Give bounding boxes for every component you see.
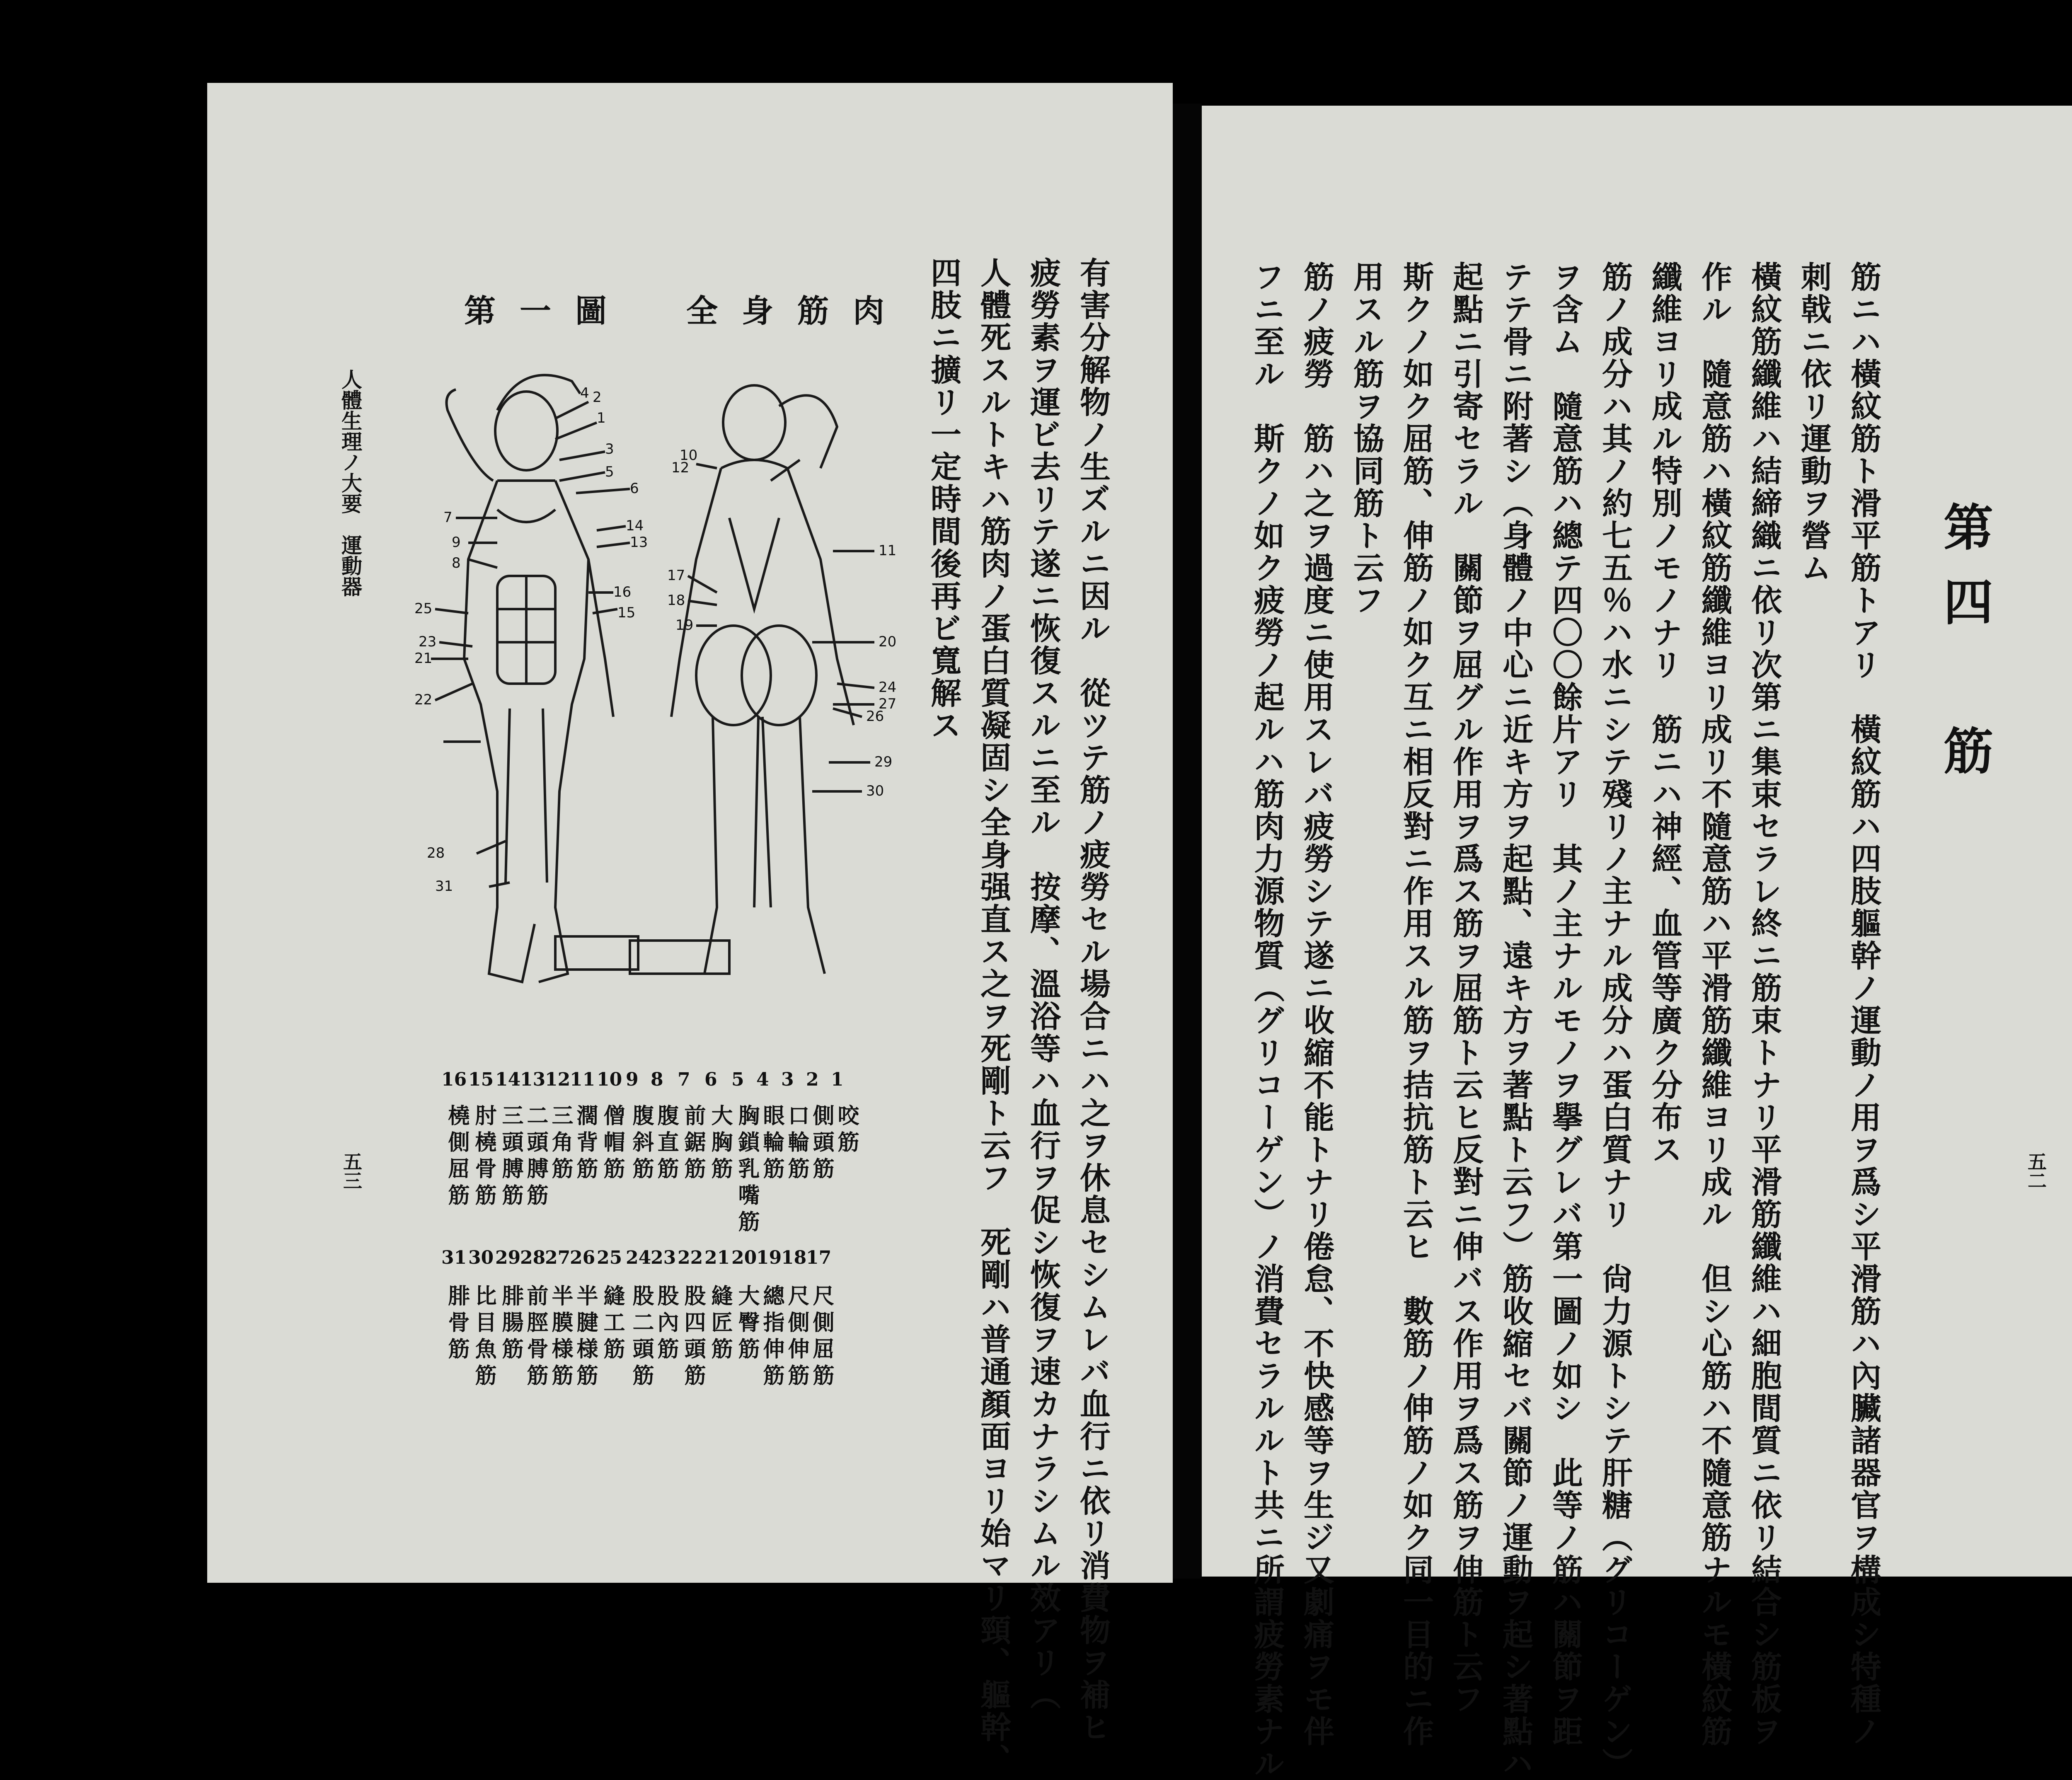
legend-muscle-name: 股內筋 [654, 1284, 679, 1364]
figure-callout: 6 [630, 480, 639, 497]
figure-callout: 30 [866, 783, 884, 799]
text-column: 纖維ヨリ成ル特別ノモノナリ 筋ニハ神經、血管等廣ク分布ス [1647, 261, 1682, 1166]
text-column: 四肢ニ擴リ一定時間後再ビ寬解ス [926, 257, 961, 742]
muscle-figure-illustration [373, 344, 945, 1015]
legend-muscle-name: 腹斜筋 [629, 1104, 654, 1184]
figure-callout: 21 [414, 650, 433, 667]
legend-muscle-name: 三角筋 [548, 1104, 573, 1184]
legend-muscle-name: 橈側屈筋 [444, 1104, 470, 1210]
legend-number: 13 [520, 1069, 546, 1090]
legend-number: 16 [441, 1069, 467, 1090]
legend-muscle-name: 股二頭筋 [629, 1284, 654, 1391]
book-gutter [1173, 104, 1202, 1579]
figure-callout: 29 [874, 754, 893, 770]
figure-callout: 26 [866, 708, 884, 725]
legend-number: 8 [651, 1069, 663, 1090]
legend-muscle-name: 側頭筋 [809, 1104, 834, 1184]
legend-number: 15 [468, 1069, 494, 1090]
legend-muscle-name: 縫匠筋 [707, 1284, 733, 1364]
text-column: 作ル 隨意筋ハ橫紋筋纖維ヨリ成リ不隨意筋ハ平滑筋纖維ヨリ成ル 但シ心筋ハ不隨意筋ナルモ橫紋筋 [1697, 261, 1732, 1748]
legend-muscle-name: 大胸筋 [707, 1104, 733, 1184]
legend-number: 9 [626, 1069, 639, 1090]
page-number-left: 五三 [340, 1152, 363, 1190]
legend-muscle-name: 二頭膊筋 [523, 1104, 548, 1210]
figure-callout: 12 [671, 460, 690, 476]
legend-number: 7 [678, 1069, 690, 1090]
legend-muscle-name: 尺側伸筋 [784, 1284, 809, 1391]
figure-callout: 24 [879, 679, 897, 696]
legend-number: 6 [704, 1069, 717, 1090]
legend-muscle-name: 股四頭筋 [680, 1284, 706, 1391]
legend-number: 20 [731, 1247, 757, 1268]
figure-callout: 14 [626, 518, 644, 534]
legend-muscle-name: 大臀筋 [734, 1284, 760, 1364]
figure-title: 第一圖 全身筋肉 [464, 293, 908, 329]
figure-callout: 23 [419, 634, 437, 650]
figure-callout: 28 [427, 845, 445, 861]
text-column: 起點ニ引寄セラル 關節ヲ屈グル作用ヲ爲ス筋ヲ屈筋ト云ヒ反對ニ伸バス作用ヲ爲ス筋ヲ伸筋ト云フ [1448, 261, 1484, 1715]
legend-muscle-name: 比目魚筋 [471, 1284, 496, 1391]
legend-number: 23 [651, 1247, 676, 1268]
legend-muscle-name: 三頭膊筋 [498, 1104, 523, 1210]
legend-muscle-name: 腹直筋 [654, 1104, 679, 1184]
text-column: ヲ含ム 隨意筋ハ總テ四〇〇餘片アリ 其ノ主ナルモノヲ擧グレバ第一圖ノ如シ 此等ノ筋ハ關節ヲ距 [1547, 261, 1583, 1748]
legend-number: 17 [806, 1247, 832, 1268]
figure-callout: 7 [443, 509, 453, 526]
text-column: 斯クノ如ク屈筋、伸筋ノ如ク互ニ相反對ニ作用スル筋ヲ拮抗筋ト云ヒ 數筋ノ伸筋ノ如ク同一目的ニ作 [1398, 261, 1434, 1748]
legend-muscle-name: 肘橈骨筋 [471, 1104, 496, 1210]
text-column: フニ至ル 斯クノ如ク疲勞ノ起ルハ筋肉力源物質（グリコーゲン）ノ消費セラルルト共ニ所謂疲勞素ナル [1249, 261, 1285, 1780]
legend-number: 18 [781, 1247, 807, 1268]
figure-callout: 4 [580, 385, 589, 401]
legend-number: 14 [495, 1069, 521, 1090]
text-column: 刺戟ニ依リ運動ヲ營ム [1796, 261, 1832, 584]
figure-callout: 8 [452, 555, 461, 571]
figure-callout: 5 [605, 464, 614, 480]
legend-number: 22 [678, 1247, 703, 1268]
legend-muscle-name: 尺側屈筋 [809, 1284, 834, 1391]
text-column: 有害分解物ノ生ズルニ因ル 從ツテ筋ノ疲勞セル場合ニハ之ヲ休息セシムレバ血行ニ依リ消費物ヲ補ヒ [1075, 257, 1111, 1744]
legend-number: 29 [495, 1247, 521, 1268]
legend-number: 3 [781, 1069, 794, 1090]
text-column: 筋ニハ橫紋筋ト滑平筋トアリ 橫紋筋ハ四肢軀幹ノ運動ノ用ヲ爲シ平滑筋ハ內臟諸器官ヲ構成シ特種ノ [1846, 261, 1881, 1748]
legend-muscle-name: 僧帽筋 [600, 1104, 625, 1184]
legend-muscle-name: 半膜様筋 [548, 1284, 573, 1391]
figure-callout: 1 [597, 410, 606, 426]
legend-number: 24 [626, 1247, 651, 1268]
legend-muscle-name: 縫工筋 [600, 1284, 625, 1364]
legend-muscle-name: 眼輪筋 [759, 1104, 784, 1184]
legend-muscle-name: 口輪筋 [784, 1104, 809, 1184]
legend-number: 30 [468, 1247, 494, 1268]
text-column: 筋ノ疲勞 筋ハ之ヲ過度ニ使用スレバ疲勞シテ遂ニ收縮不能トナリ倦怠、不快感等ヲ生ジ又劇痛ヲモ伴 [1299, 261, 1334, 1748]
text-column: 筋ノ成分ハ其ノ約七五％ハ水ニシテ殘リノ主ナル成分ハ蛋白質ナリ 尙力源トシテ肝糖（グリコーゲン） [1597, 261, 1633, 1780]
legend-number: 21 [704, 1247, 730, 1268]
legend-muscle-name: 咬筋 [834, 1104, 859, 1157]
figure-callout: 17 [667, 567, 685, 584]
legend-muscle-name: 腓骨筋 [444, 1284, 470, 1364]
legend-number: 5 [731, 1069, 744, 1090]
legend-muscle-name: 半腱様筋 [573, 1284, 598, 1391]
legend-number: 25 [597, 1247, 622, 1268]
legend-number: 1 [831, 1069, 844, 1090]
text-column: テテ骨ニ附著シ（身體ノ中心ニ近キ方ヲ起點、遠キ方ヲ著點ト云フ）筋收縮セバ關節ノ運動ヲ起シ著點ハ [1498, 261, 1533, 1780]
text-column: 橫紋筋纖維ハ結締織ニ依リ次第ニ集束セラレ終ニ筋束トナリ平滑筋纖維ハ細胞間質ニ依リ結合シ筋板ヲ [1746, 261, 1782, 1748]
figure-callout: 19 [675, 617, 694, 634]
legend-number: 10 [597, 1069, 622, 1090]
legend-muscle-name: 胸鎖乳嘴筋 [734, 1104, 760, 1237]
chapter-title: 第四 筋 [1935, 501, 1994, 800]
legend-number: 11 [570, 1069, 595, 1090]
figure-callout: 2 [593, 389, 602, 406]
figure-callout: 11 [879, 542, 897, 559]
text-column: 人體死スルトキハ筋肉ノ蛋白質凝固シ全身强直ス之ヲ死剛ト云フ 死剛ハ普通顏面ヨリ始マリ頸、軀幹、 [975, 257, 1011, 1776]
legend-number: 27 [545, 1247, 571, 1268]
legend-number: 31 [441, 1247, 467, 1268]
legend-number: 12 [545, 1069, 571, 1090]
legend-number: 4 [756, 1069, 769, 1090]
page-number-right: 五二 [2025, 1152, 2047, 1190]
figure-callout: 25 [414, 600, 433, 617]
figure-callout: 31 [435, 878, 453, 895]
figure-callout: 27 [879, 696, 897, 712]
figure-callout: 3 [605, 441, 614, 457]
text-column: 疲勞素ヲ運ビ去リテ遂ニ恢復スルニ至ル 按摩、溫浴等ハ血行ヲ促シ恢復ヲ速カナラシムル效アリ（ [1025, 257, 1061, 1711]
figure-callout: 18 [667, 592, 685, 609]
legend-number: 2 [806, 1069, 819, 1090]
figure-callout: 15 [617, 605, 636, 621]
legend-number: 26 [570, 1247, 595, 1268]
figure-callout: 16 [613, 584, 632, 600]
legend-number: 28 [520, 1247, 546, 1268]
figure-callout: 10 [680, 447, 698, 464]
figure-callout: 9 [452, 534, 461, 551]
legend-number: 19 [756, 1247, 782, 1268]
figure-callout: 13 [630, 534, 648, 551]
legend-muscle-name: 前鋸筋 [680, 1104, 706, 1184]
figure-callout: 22 [414, 692, 433, 708]
legend-muscle-name: 前脛骨筋 [523, 1284, 548, 1391]
figure-callout: 20 [879, 634, 897, 650]
legend-muscle-name: 腓腸筋 [498, 1284, 523, 1364]
legend-muscle-name: 總指伸筋 [759, 1284, 784, 1391]
legend-muscle-name: 濶背筋 [573, 1104, 598, 1184]
text-column: 用スル筋ヲ協同筋ト云フ [1348, 261, 1384, 617]
running-head: 人體生理ノ大要 運動器 [338, 369, 363, 597]
